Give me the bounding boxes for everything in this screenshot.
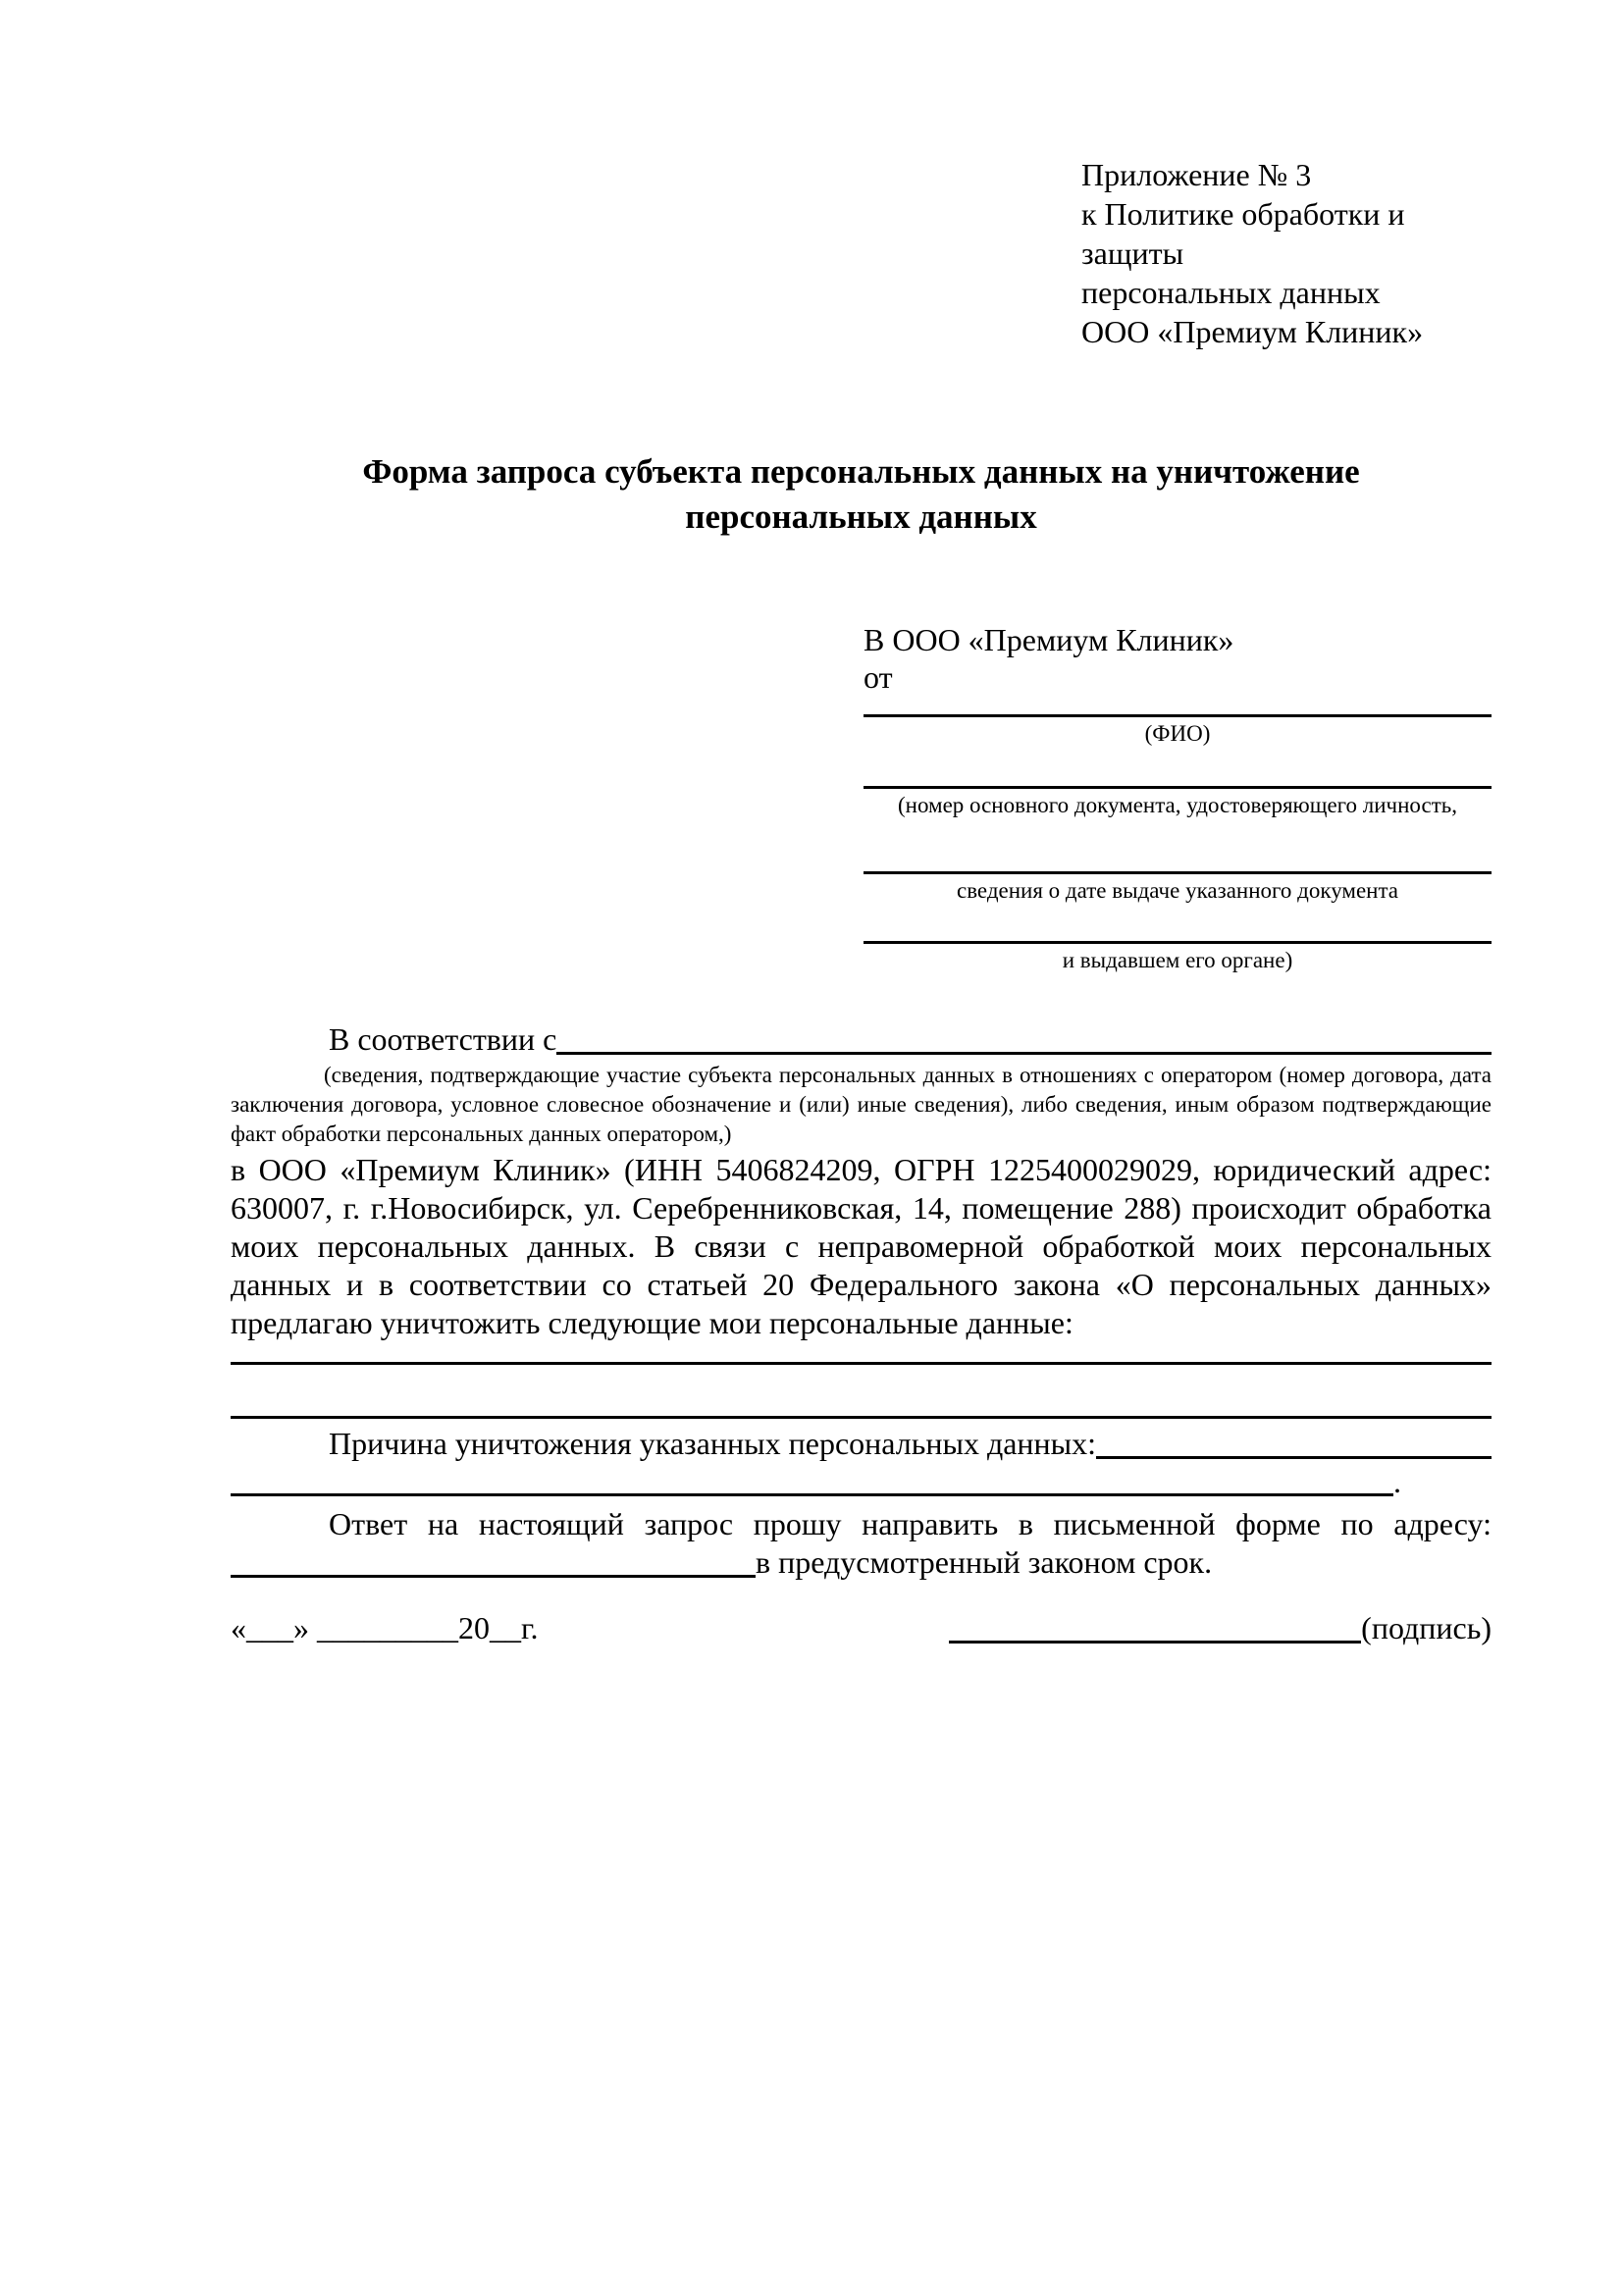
footer-row [231,1609,1492,1647]
appendix-header-line: ООО «Премиум Клиник» [1081,314,1424,349]
issuing-authority-blank-line [864,929,1492,944]
signature-caption: (подпись) [1361,1610,1492,1645]
field-issue-date [864,860,1492,906]
period-mark: . [1393,1464,1401,1499]
date-line: «___» _________20__г. [231,1610,539,1645]
signature-blank-line [949,1641,1361,1644]
personal-data-blank-line [231,1342,1492,1365]
appendix-header-block [1081,155,1492,351]
document-number-blank-line [864,774,1492,789]
main-paragraph: в ООО «Премиум Клиник» (ИНН 5406824209, ОГРН 1225400029029, юридический адрес: 630007, г. г.Новосибирск, ул. Серебренниковская, 14, помещение 288) происходит обработка моих персональных данных. В связи с неправомерной обработкой моих персональных данных и в соответствии со статьей 20 Федерального закона «О персональных данных» предлагаю уничтожить следующие мои персональные данные: [231,1152,1492,1340]
address-blank-line [231,1575,756,1578]
accordance-label: В соответствии с [329,1021,557,1057]
response-suffix: в предусмотренный законом срок. [756,1544,1213,1580]
field-fio [864,703,1492,749]
reason-label: Причина уничтожения указанных персональных данных: [329,1426,1097,1461]
addressee-block [864,620,1492,975]
fio-caption: (ФИО) [1144,721,1211,746]
personal-data-blank-line [231,1365,1492,1419]
appendix-header-line: Приложение № 3 [1081,157,1312,192]
appendix-header-line: к Политике обработки и защиты [1081,196,1405,271]
page-title: Форма запроса субъекта персональных данных на уничтожение персональных данных [362,452,1360,536]
fio-blank-line [864,703,1492,717]
accordance-blank-line [556,1052,1492,1055]
field-document-number [864,774,1492,820]
field-issuing-authority [864,929,1492,975]
signature-area [949,1609,1492,1647]
issue-date-blank-line [864,860,1492,874]
accordance-line [231,1020,1492,1059]
addressee-to: В ООО «Премиум Клиник» [864,622,1234,657]
addressee-from: от [864,659,893,695]
reason-blank-line [1096,1456,1492,1459]
document-number-caption: (номер основного документа, удостоверяющего личность, [897,793,1457,817]
issuing-authority-caption: и выдавшем его органе) [1062,948,1293,972]
issue-date-caption: сведения о дате выдаче указанного документа [956,878,1399,903]
reason-line [231,1425,1492,1463]
reason-continuation-blank-line [231,1493,1393,1496]
response-request-line: Ответ на настоящий запрос прошу направить в письменной форме по адресу: [329,1506,1492,1541]
accordance-note: (сведения, подтверждающие участие субъекта персональных данных в отношениях с оператором (номер договора, дата заключения договора, условное словесное обозначение и (или) иные сведения), либо сведения, иным образом подтверждающие факт обработки персональных данных оператором,) [231,1063,1492,1146]
response-address-line [231,1543,1492,1582]
appendix-header-line: персональных данных [1081,275,1381,310]
reason-continuation-line [231,1463,1492,1501]
